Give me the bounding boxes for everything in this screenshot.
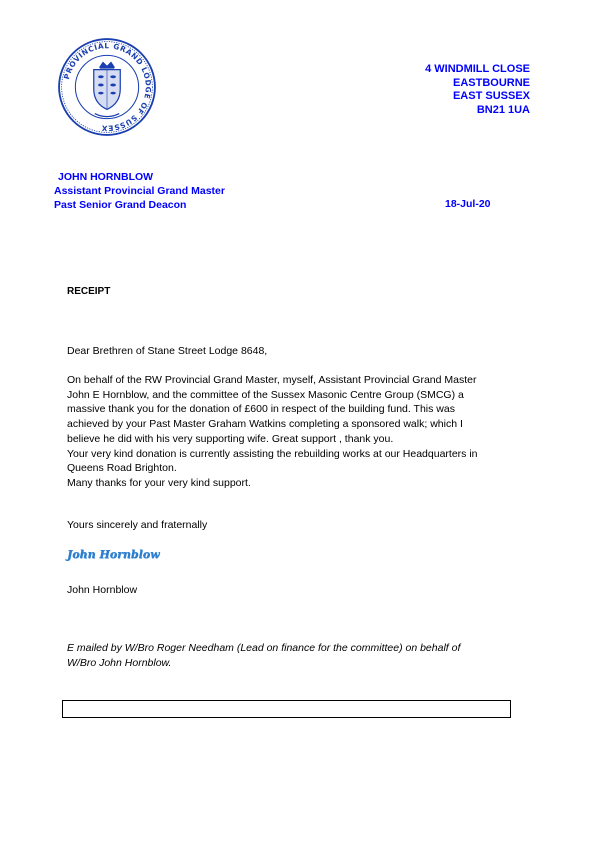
address-line: EASTBOURNE [452, 76, 530, 89]
provincial-seal-logo [56, 36, 158, 138]
body-line: believe he did with his very supporting wife. Great support , thank you. [67, 432, 394, 445]
salutation: Dear Brethren of Stane Street Lodge 8648, [67, 345, 268, 357]
empty-text-box [62, 700, 511, 718]
seal-ring-text: PROVINCIAL GRAND LODGE OF SUSSEX [62, 41, 153, 133]
address-block [300, 63, 530, 117]
body-line: Your very kind donation is currently assisting the rebuilding works at our Headquarters in [67, 447, 478, 460]
address-line: 4 WINDMILL CLOSE [425, 63, 530, 75]
sender-rank: Past Senior Grand Deacon [54, 199, 187, 211]
body-line: Queens Road Brighton. [67, 462, 177, 475]
receipt-heading: RECEIPT [67, 286, 111, 297]
footnote-line: E mailed by W/Bro Roger Needham (Lead on finance for the committee) on behalf of [67, 642, 461, 654]
sender-block [54, 170, 225, 212]
email-footnote [67, 641, 460, 671]
body-line: Many thanks for your very kind support. [67, 476, 251, 489]
body-line: achieved by your Past Master Graham Watkins completing a sponsored walk; which I [67, 418, 463, 431]
body-line: John E Hornblow, and the committee of the Sussex Masonic Centre Group (SMCG) a [67, 388, 464, 401]
letter-body [67, 373, 517, 491]
footnote-line: W/Bro John Hornblow. [67, 657, 172, 669]
closing-line: Yours sincerely and fraternally [67, 519, 208, 531]
sender-title: Assistant Provincial Grand Master [54, 185, 225, 197]
address-line: EAST SUSSEX [452, 90, 530, 102]
body-line: On behalf of the RW Provincial Grand Master, myself, Assistant Provincial Grand Master [67, 374, 477, 386]
sender-name: JOHN HORNBLOW [58, 171, 154, 183]
body-line: massive thank you for the donation of £600 in respect of the building fund. This was [67, 403, 455, 416]
letter-date: 18-Jul-20 [445, 198, 491, 210]
address-line: BN21 1UA [476, 103, 530, 116]
handwritten-signature: John Hornblow [67, 548, 160, 561]
signed-name: John Hornblow [67, 584, 138, 596]
